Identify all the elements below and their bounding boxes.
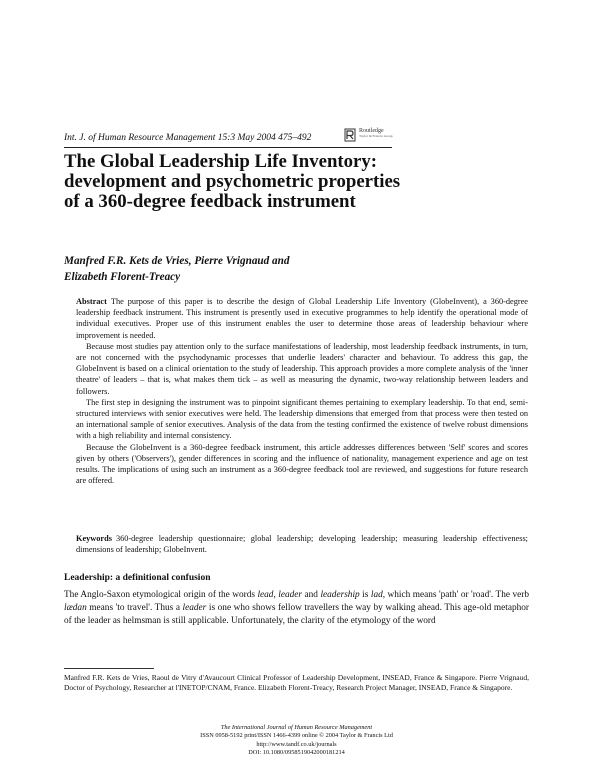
term-leader: leader: [278, 590, 303, 600]
colophon-journal-name: The International Journal of Human Resource Management: [220, 724, 373, 731]
abstract-paragraph: [76, 296, 528, 341]
term-lead: lead: [257, 590, 274, 600]
publisher-logo-subtext: Taylor & Francis Group: [359, 134, 393, 138]
journal-citation: Int. J. of Human Resource Management 15:3 May 2004 475–492: [64, 133, 312, 143]
colophon-url: http://www.tandf.co.uk/journals: [256, 740, 337, 748]
publisher-logo: [344, 128, 393, 142]
colophon-doi: DOI: 10.1080/0958519042000181214: [248, 748, 345, 756]
abstract-text: The purpose of this paper is to describe the design of Global Leadership Life Inventory (GlobeInvent), a 360-degree leadership feedback instrument. This instrument is presently used in executive programmes to help identify the operational mode of individual executives. Proper use of this instrument enables the user to determine those areas of leadership behaviour where improvement is needed.: [76, 297, 528, 340]
author-list: [64, 253, 484, 285]
term-laedan: lædan: [64, 603, 87, 614]
abstract-paragraph: Because the GlobeInvent is a 360-degree feedback instrument, this article addresses differences between 'Self' scores and scores given by others ('Observers'), gender differences in scoring and the influence of nationality, management experience and age on test results. The implications of using such an instrument as a 360-degree feedback tool are reviewed, and suggestions for future research are offered.: [76, 442, 528, 486]
title-line: The Global Leadership Life Inventory:: [64, 151, 378, 172]
keywords-label: Keywords: [76, 534, 112, 543]
keywords: [76, 533, 528, 555]
abstract-label: Abstract: [76, 297, 107, 306]
title-line: of a 360-degree feedback instrument: [64, 191, 356, 212]
author-line: Manfred F.R. Kets de Vries, Pierre Vrignaud and: [64, 255, 290, 267]
author-line: Elizabeth Florent-Treacy: [64, 271, 181, 283]
abstract: [76, 296, 528, 486]
body-paragraph: The Anglo-Saxon etymological origin of the words lead, leader and leadership is lad, which means 'path' or 'road'. The verb lædan means 'to travel'. Thus a leader is one who shows fellow travellers the way by walking ahead. This age-old metaphor of the leader as helmsman is still applicable. Unfortunately, the clarity of the etymology of the word: [64, 590, 529, 627]
publisher-logo-text: Routledge: [359, 128, 384, 134]
colophon-issn: ISSN 0958-5192 print/ISSN 1466-4399 online © 2004 Taylor & Francis Ltd: [200, 732, 393, 740]
article-title: [64, 152, 484, 212]
abstract-paragraph: The first step in designing the instrument was to pinpoint significant themes pertaining to exemplary leadership. To that end, semi-structured interviews with senior executives were held. The leadership dimensions that emerged from that process were then tested on an international sample of senior executives. Analysis of the data from the testing confirmed the existence of twelve robust dimensions with a high reliability and internal consistency.: [76, 397, 528, 441]
footnote-rule: [64, 668, 154, 669]
term-leader: leader: [182, 603, 207, 614]
publisher-logo-icon: [344, 128, 356, 142]
section-heading: Leadership: a definitional confusion: [64, 573, 211, 583]
author-affiliations-footnote: Manfred F.R. Kets de Vries, Raoul de Vitry d'Avaucourt Clinical Professor of Leadership Development, INSEAD, France & Singapore. Pierre Vrignaud, Doctor of Psychology, Researcher at l'INETOP/CNAM, France. Elizabeth Florent-Treacy, Research Project Manager, INSEAD, France & Singapore.: [64, 673, 529, 692]
colophon: [64, 724, 529, 757]
abstract-paragraph: Because most studies pay attention only to the surface manifestations of leadership, most leadership feedback instruments, in turn, are not concerned with the psychodynamic processes that underlie leaders' character and behaviour. To address this gap, the GlobeInvent is based on a clinical orientation to the study of leadership. This approach provides a more complete analysis of the 'inner theatre' of leaders – that is, what makes them tick – as well as measuring the dynamic, two-way relationship between leaders and followers.: [76, 341, 528, 396]
title-line: development and psychometric properties: [64, 171, 401, 192]
header-rule: [64, 147, 392, 148]
term-lad: lad: [370, 590, 383, 600]
keywords-text: 360-degree leadership questionnaire; global leadership; developing leadership; measuring leadership effectiveness; dimensions of leadership; GlobeInvent.: [76, 534, 528, 554]
term-leadership: leadership: [320, 590, 360, 600]
